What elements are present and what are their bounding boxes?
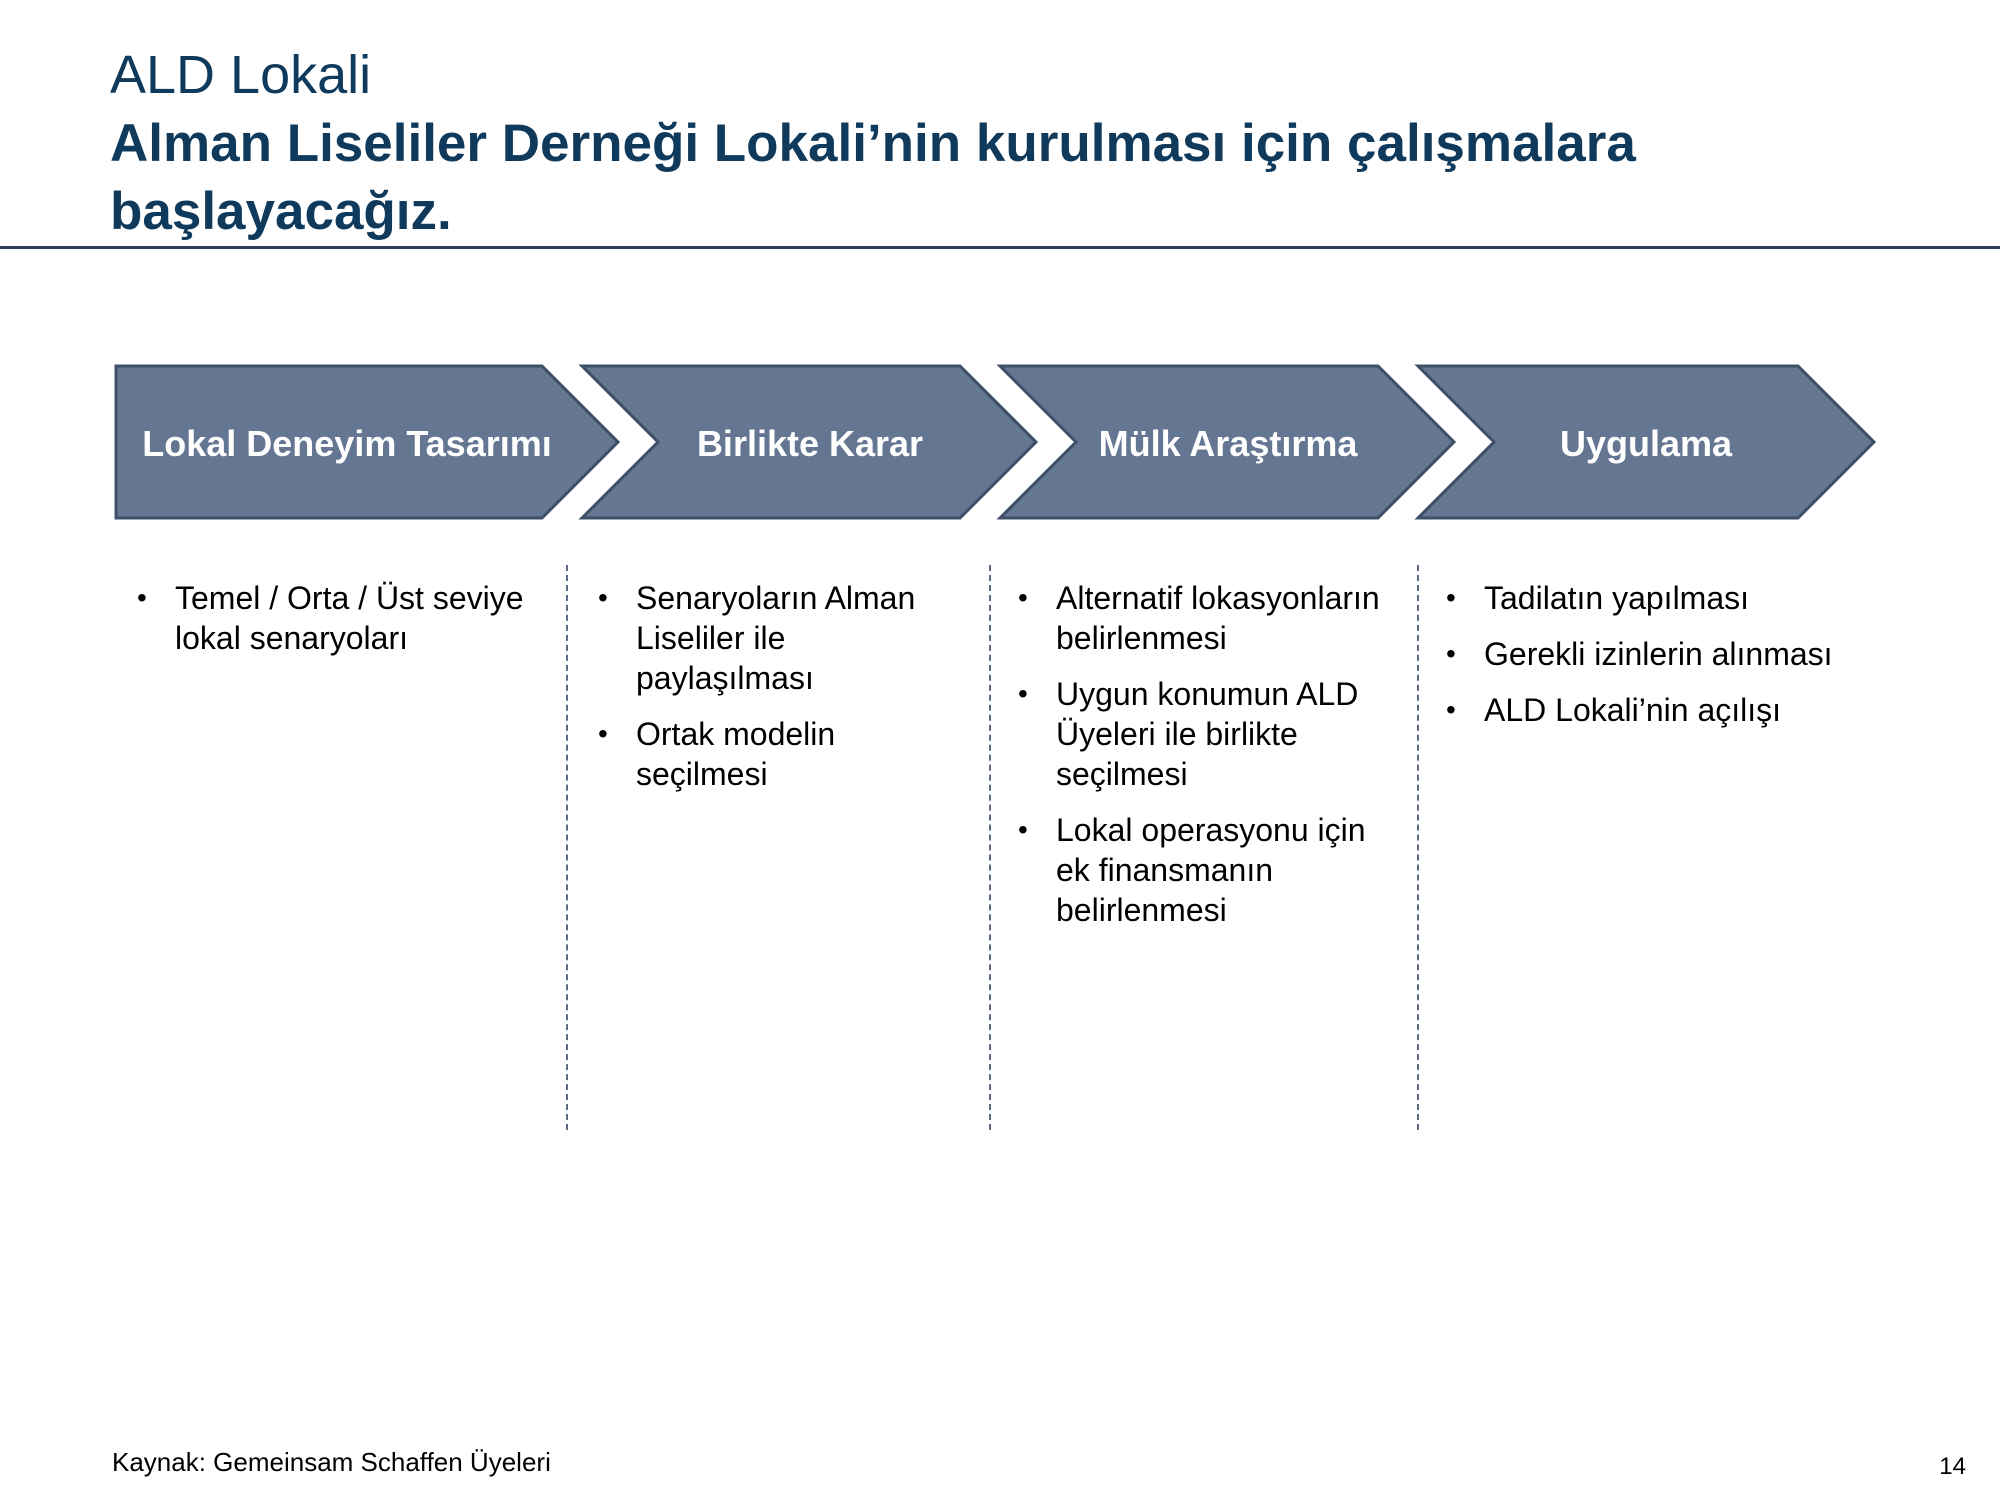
column-divider-2 <box>989 565 991 1130</box>
bullet-item: • Gerekli izinlerin alınması <box>1446 634 1866 674</box>
process-step-1-label: Lokal Deneyim Tasarımı <box>142 423 552 464</box>
bullet-item: • Alternatif lokasyonların belirlenmesi <box>1018 578 1403 658</box>
section-title: ALD Lokali <box>110 45 372 105</box>
bullet-item: • Lokal operasyonu için ek finansmanın belirlenmesi <box>1018 810 1403 930</box>
bullet-item: • Uygun konumun ALD Üyeleri ile birlikte seçilmesi <box>1018 674 1403 794</box>
column-birlikte-karar <box>598 578 968 810</box>
process-step-2 <box>582 366 1036 518</box>
title-divider <box>0 246 2000 249</box>
bullet-list <box>1018 578 1403 930</box>
column-divider-3 <box>1417 565 1419 1130</box>
column-uygulama <box>1446 578 1866 746</box>
column-divider-1 <box>566 565 568 1130</box>
bullet-list <box>137 578 557 658</box>
column-mulk-arastirma <box>1018 578 1403 946</box>
bullet-item: • Senaryoların Alman Liseliler ile paylaşılması <box>598 578 968 698</box>
page-number: 14 <box>1939 1453 1966 1480</box>
bullet-list <box>598 578 968 794</box>
process-step-2-label: Birlikte Karar <box>696 423 924 464</box>
process-step-3 <box>1000 366 1454 518</box>
bullet-item: • ALD Lokali’nin açılışı <box>1446 690 1866 730</box>
process-step-4 <box>1418 366 1874 518</box>
bullet-item: • Temel / Orta / Üst seviye lokal senaryoları <box>137 578 557 658</box>
page-headline: Alman Liseliler Derneği Lokali’nin kurulması için çalışmalara başlayacağız. <box>110 114 1636 241</box>
bullet-list <box>1446 578 1866 730</box>
source-note: Kaynak: Gemeinsam Schaffen Üyeleri <box>112 1447 551 1477</box>
process-step-3-label: Mülk Araştırma <box>1098 423 1358 464</box>
process-step-4-label: Uygulama <box>1559 423 1733 464</box>
bullet-item: • Ortak modelin seçilmesi <box>598 714 968 794</box>
process-step-1 <box>116 366 618 518</box>
process-flow <box>0 360 2000 530</box>
bullet-item: • Tadilatın yapılması <box>1446 578 1866 618</box>
column-lokal-deneyim <box>137 578 557 674</box>
title-area <box>110 40 1930 246</box>
